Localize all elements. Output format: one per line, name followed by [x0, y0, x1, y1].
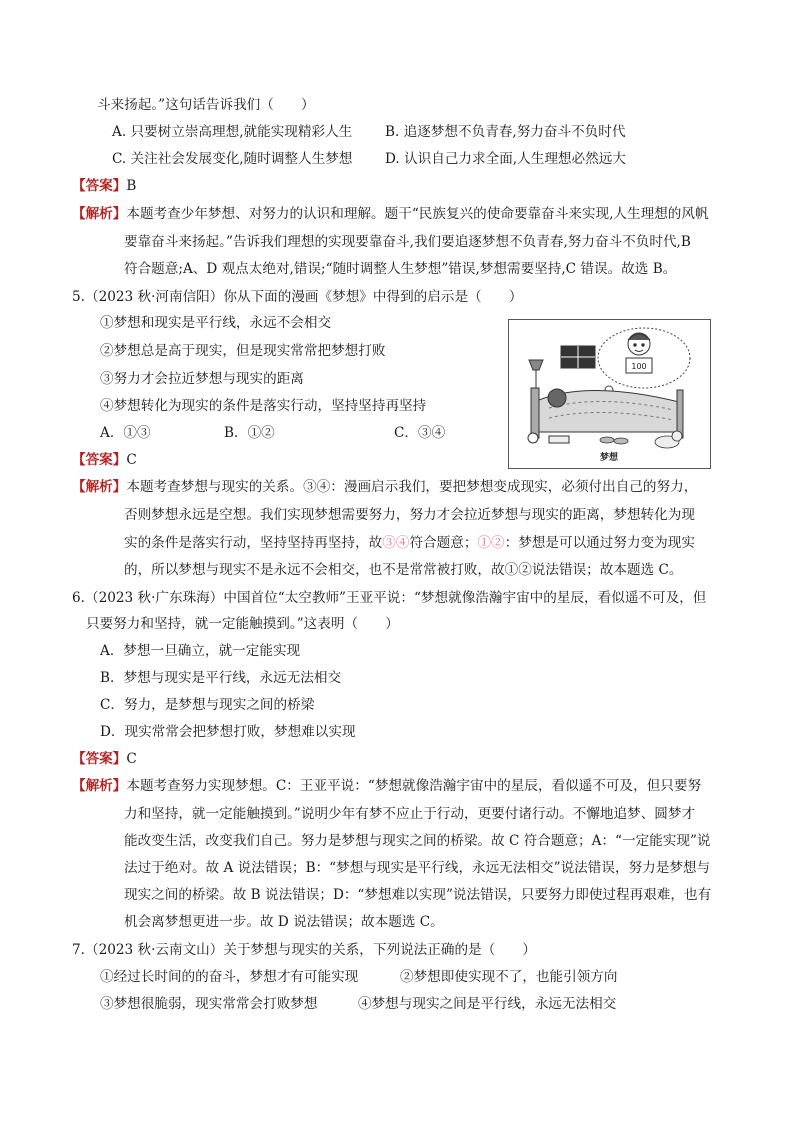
q5-item-1: ①梦想和现实是平行线，永远不会相交 [100, 315, 332, 331]
alarm-clock-icon [528, 433, 569, 443]
q5-analysis-line-1 [72, 477, 697, 497]
q4-option-d: D. 认识自己力求全面,人生理想必然远大 [385, 151, 626, 167]
q6-analysis-line-2: 力和坚持，就一定能触摸到。”说明少年有梦不应止于行动，更要付诸行动。不懈地追梦、圆梦才 [124, 806, 696, 822]
q4-analysis-line-3: 符合题意;A、D 观点太绝对,错误;“随时调整人生梦想”错误,梦想需要坚持,C 错误。故选 B。 [124, 261, 677, 277]
q6-stem-line-2: 只要努力和坚持，就一定能触摸到。”这表明（ ） [86, 616, 399, 632]
analysis-label: 【解析】 [72, 778, 127, 794]
dream-cartoon-figure [508, 319, 711, 469]
bed-icon [531, 388, 683, 438]
answer-value: C [126, 751, 137, 767]
q5-option-a: A．①③ [100, 425, 151, 441]
q4-answer [72, 176, 136, 196]
q4-option-a: A. 只要树立崇高理想,就能实现精彩人生 [112, 124, 353, 140]
lamp-icon [529, 360, 543, 388]
q6-analysis-line-3: 能改变生活，改变我们自己。努力是梦想与现实之间的桥梁。故 C 符合题意；A：“一定能实现”说 [124, 833, 711, 849]
q6-analysis-line-4: 法过于绝对。故 A 说法错误；B：“梦想与现实是平行线，永远无法相交”说法错误，努力是梦想与 [124, 860, 711, 876]
q5-item-2: ②梦想总是高于现实，但是现实常常把梦想打败 [100, 343, 386, 359]
q5-stem: 5.（2023 秋·河南信阳）你从下面的漫画《梦想》中得到的启示是（ ） [72, 289, 523, 305]
answer-value: B [126, 178, 137, 194]
analysis-label: 【解析】 [72, 479, 127, 495]
cartoon-caption: 梦想 [599, 453, 619, 463]
q7-item-3: ③梦想很脆弱，现实常常会打败梦想 [100, 996, 318, 1012]
q5-item-3: ③努力才会拉近梦想与现实的距离 [100, 371, 304, 387]
answer-label: 【答案】 [72, 751, 127, 767]
answer-label: 【答案】 [72, 178, 127, 194]
highlight-choice: ①② [477, 535, 505, 551]
window-icon [561, 346, 595, 368]
q4-analysis-line-2: 要靠奋斗来扬起。”告诉我们理想的实现要靠奋斗,我们要追逐梦想不负青春,努力奋斗不负时代,B [124, 234, 691, 250]
q6-option-d: D．现实常常会把梦想打败，梦想难以实现 [100, 724, 356, 740]
q7-stem: 7.（2023 秋·云南文山）关于梦想与现实的关系，下列说法正确的是（ ） [72, 942, 537, 958]
analysis-label: 【解析】 [72, 206, 127, 222]
q6-option-c: C．努力，是梦想与现实之间的桥梁 [100, 697, 315, 713]
analysis-text: ：梦想是可以通过努力变为现实 [504, 535, 695, 551]
q4-option-b: B. 追逐梦想不负青春,努力奋斗不负时代 [385, 124, 626, 140]
q5-analysis-line-4: 的，所以梦想与现实不是永远不会相交，也不是常常被打败，故①②说法错误；故本题选 C。 [124, 562, 683, 578]
q6-analysis-line-6: 机会离梦想更进一步。故 D 说法错误；故本题选 C。 [124, 914, 444, 930]
analysis-text: 实的条件是落实行动，坚持坚持再坚持，故 [124, 535, 383, 551]
highlight-choice: ③④ [382, 535, 410, 551]
q5-item-4: ④梦想转化为现实的条件是落实行动，坚持坚持再坚持 [100, 398, 427, 414]
cat-icon [655, 431, 682, 448]
q6-stem-line-1: 6.（2023 秋·广东珠海）中国首位“太空教师”王亚平说：“梦想就像浩瀚宇宙中的星辰，看似遥不可及，但 [72, 590, 707, 606]
analysis-text: 符合题意； [409, 535, 478, 551]
score-number: 100 [631, 362, 647, 371]
q5-answer [72, 450, 137, 470]
q5-option-b: B．①② [224, 425, 275, 441]
q4-option-c: C. 关注社会发展变化,随时调整人生梦想 [112, 151, 353, 167]
q6-answer [72, 749, 137, 769]
q5-option-c: C．③④ [394, 425, 446, 441]
q7-item-2: ②梦想即使实现不了，也能引领方向 [400, 969, 618, 985]
analysis-text: 本题考查梦想与现实的关系。③④：漫画启示我们，要把梦想变成现实，必须付出自己的努力， [126, 479, 698, 495]
q6-analysis-line-1 [72, 776, 701, 796]
q6-option-b: B．梦想与现实是平行线，永远无法相交 [100, 670, 342, 686]
q5-analysis-line-2: 否则梦想永远是空想。我们实现梦想需要努力，努力才会拉近梦想与现实的距离，梦想转化为现 [124, 507, 695, 523]
q6-option-a: A．梦想一旦确立，就一定能实现 [100, 643, 301, 659]
q7-item-1: ①经过长时间的的奋斗，梦想才有可能实现 [100, 969, 359, 985]
q6-analysis-line-5: 现实之间的桥梁。故 B 说法错误；D：“梦想难以实现”说法错误，只要努力即使过程再艰难，也有 [124, 887, 712, 903]
q7-item-4: ④梦想与现实之间是平行线，永远无法相交 [358, 996, 617, 1012]
q5-analysis-line-3 [124, 533, 695, 553]
analysis-text: 本题考查少年梦想、对努力的认识和理解。题干“民族复兴的使命要靠奋斗来实现,人生理想的风帆 [126, 206, 709, 222]
answer-value: C [126, 452, 137, 468]
analysis-text: 本题考查努力实现梦想。C：王亚平说：“梦想就像浩瀚宇宙中的星辰，看似遥不可及，但只要努 [126, 778, 702, 794]
slippers-icon [600, 437, 628, 444]
q4-stem-tail: 斗来扬起。”这句话告诉我们（ ） [97, 97, 315, 113]
q4-analysis-line-1 [72, 204, 709, 224]
answer-label: 【答案】 [72, 452, 127, 468]
cartoon-illustration [509, 320, 710, 468]
